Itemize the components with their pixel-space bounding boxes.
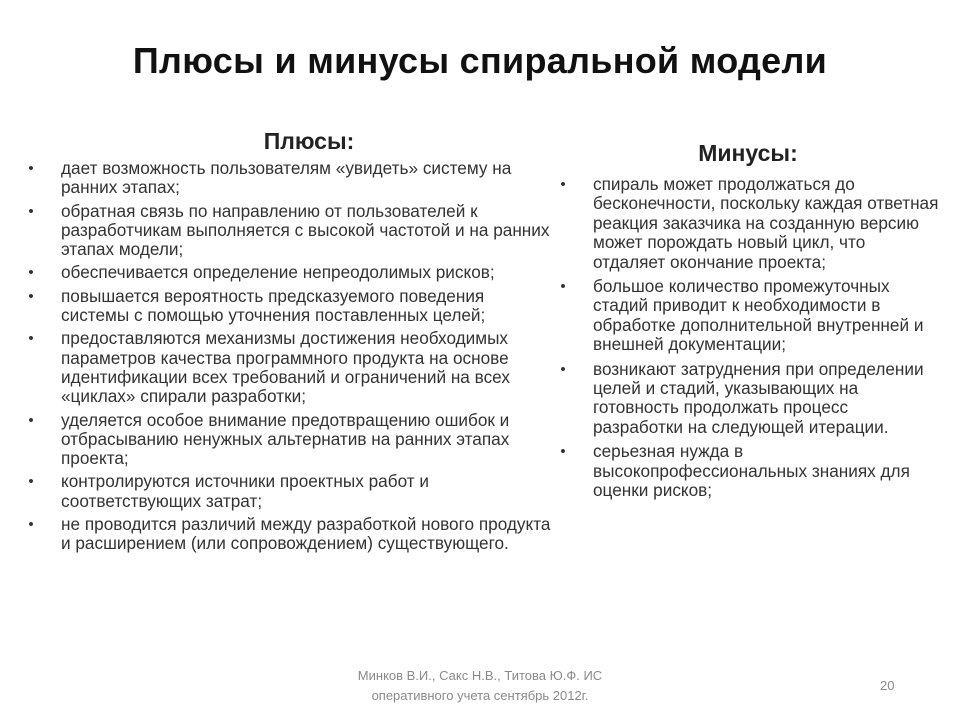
- list-item: [24, 202, 554, 260]
- cons-heading: Минусы:: [698, 140, 798, 166]
- pros-heading: Плюсы:: [263, 128, 355, 154]
- list-item: [556, 360, 940, 438]
- bullet-icon: •: [28, 411, 34, 429]
- footer-credits: [300, 666, 660, 706]
- pros-item-text: повышается вероятность предсказуемого поведения системы с помощью уточнения поставленных целей;: [61, 285, 486, 326]
- list-item: [24, 515, 554, 554]
- pros-item-text: уделяется особое внимание предотвращению ошибок и отбрасыванию ненужных альтернатив на ранних этапах проекта;: [61, 409, 510, 469]
- bullet-icon: •: [28, 516, 34, 534]
- pros-item-text: не проводится различий между разработкой нового продукта и расширением (или сопровождением) существующего.: [61, 514, 551, 554]
- list-item: [24, 263, 554, 282]
- bullet-icon: •: [28, 473, 34, 491]
- cons-item-text: серьезная нужда в высокопрофессиональных знаниях для оценки рисков;: [593, 441, 910, 501]
- cons-item-text: большое количество промежуточных стадий приводит к необходимости в обработке дополнительной внутренней и внешней документации;: [593, 276, 924, 355]
- bullet-icon: •: [28, 330, 34, 348]
- list-item: [24, 472, 554, 511]
- bullet-icon: •: [28, 287, 34, 305]
- list-item: [24, 159, 554, 198]
- footer-line-authors: Минков В.И., Сакс Н.В., Титова Ю.Ф. ИС: [357, 668, 603, 683]
- pros-column: [24, 128, 554, 558]
- cons-list: [556, 175, 940, 501]
- pros-list: [24, 159, 554, 554]
- list-item: [556, 442, 940, 500]
- list-item: [556, 175, 940, 272]
- cons-column: [556, 140, 940, 506]
- bullet-icon: •: [28, 264, 34, 282]
- cons-item-text: возникают затруднения при определении целей и стадий, указывающих на готовность продолжать процесс разработки на следующей итерации.: [593, 358, 924, 437]
- bullet-icon: •: [560, 278, 566, 296]
- list-item: [556, 277, 940, 355]
- bullet-icon: •: [28, 202, 34, 220]
- bullet-icon: •: [560, 176, 566, 193]
- pros-item-text: обратная связь по направлению от пользователей к разработчикам выполняется с высокой частотой и на ранних этапах модели;: [61, 200, 550, 260]
- page-number: 20: [880, 678, 895, 693]
- bullet-icon: •: [28, 160, 34, 177]
- list-item: [24, 411, 554, 469]
- footer-line-course: оперативного учета сентябрь 2012г.: [371, 688, 589, 703]
- list-item: [24, 287, 554, 326]
- slide-title: Плюсы и минусы спиральной модели: [132, 40, 828, 81]
- bullet-icon: •: [560, 360, 566, 378]
- list-item: [24, 329, 554, 406]
- pros-item-text: контролируются источники проектных работ и соответствующих затрат;: [61, 471, 430, 511]
- pros-item-text: дает возможность пользователям «увидеть» систему на ранних этапах;: [61, 158, 512, 198]
- bullet-icon: •: [560, 443, 566, 461]
- cons-item-text: спираль может продолжаться до бесконечности, поскольку каждая ответная реакция заказчика на созданную версию может порождать новый цикл, что отдаляет окончание проекта;: [593, 174, 939, 272]
- pros-item-text: обеспечивается определение непреодолимых рисков;: [61, 262, 495, 283]
- pros-item-text: предоставляются механизмы достижения необходимых параметров качества программного продукта на основе идентификации всех требований и ограничений на всех «циклах» спирали разработки;: [61, 328, 510, 407]
